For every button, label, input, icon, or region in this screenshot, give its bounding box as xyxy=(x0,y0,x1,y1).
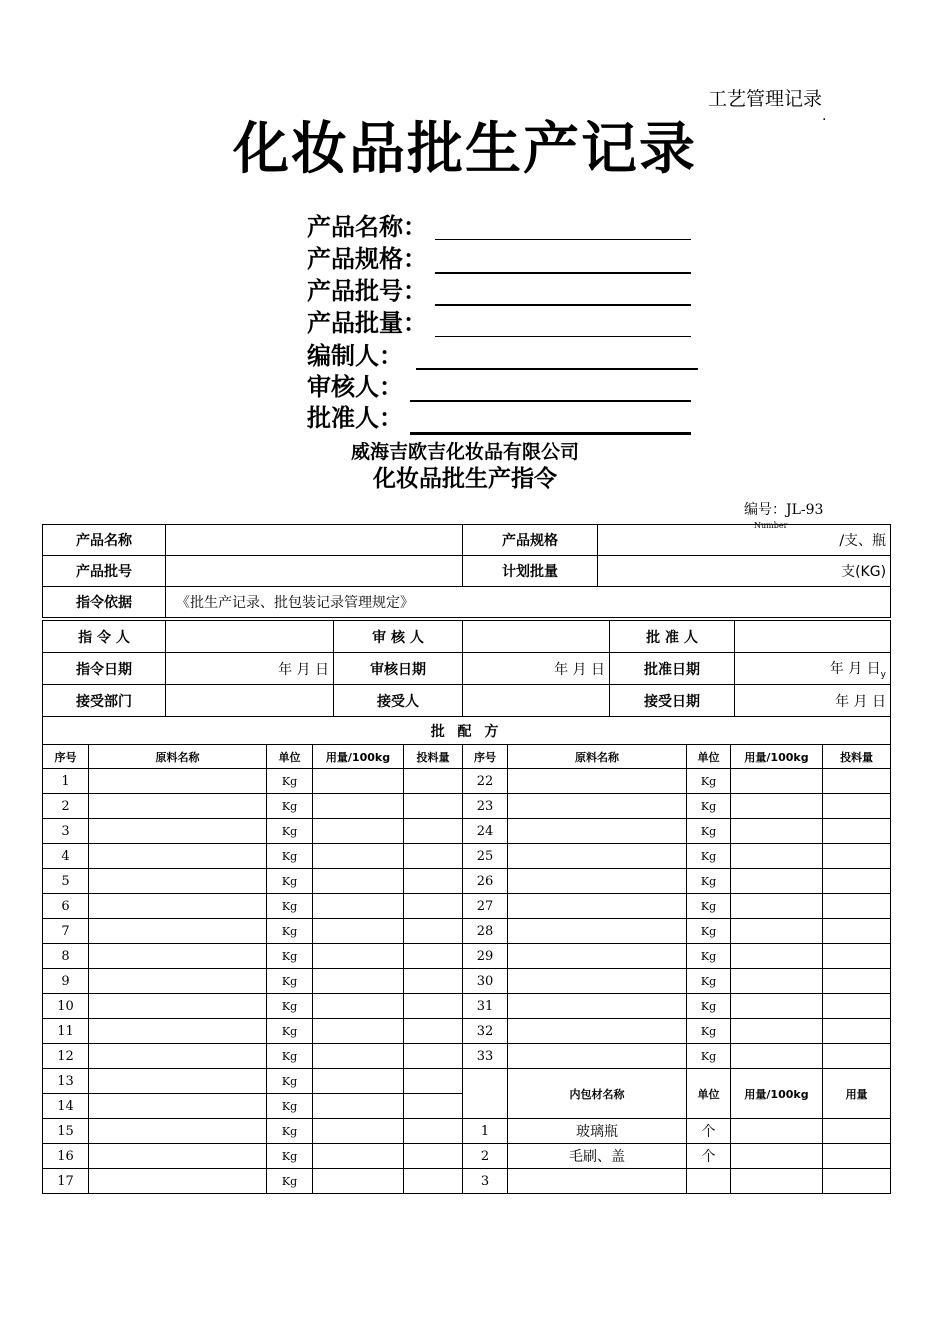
dose-cell[interactable] xyxy=(731,969,823,994)
material-name-cell[interactable] xyxy=(89,1019,267,1044)
basis-label: 指令依据 xyxy=(43,587,166,618)
feed-qty-cell[interactable] xyxy=(404,969,463,994)
table-row xyxy=(43,969,891,994)
product-name-cell[interactable] xyxy=(166,525,463,556)
row-no-right: 30 xyxy=(463,969,508,994)
review-date-label: 审核日期 xyxy=(334,653,463,685)
pack-col-dose: 用量/100kg xyxy=(731,1069,823,1119)
material-name-cell[interactable] xyxy=(508,969,687,994)
cover-product-spec-line[interactable] xyxy=(435,272,691,274)
dose-cell[interactable] xyxy=(313,1019,404,1044)
unit-cell: Kg xyxy=(267,1169,313,1194)
unit-cell: Kg xyxy=(267,844,313,869)
row-no-right: 27 xyxy=(463,894,508,919)
doc-type-label: 工艺管理记录 xyxy=(708,88,823,110)
row-no-right: 31 xyxy=(463,994,508,1019)
feed-qty-cell[interactable] xyxy=(404,994,463,1019)
material-name-cell[interactable] xyxy=(89,1094,267,1119)
table-row xyxy=(43,1144,891,1169)
material-name-cell[interactable] xyxy=(89,919,267,944)
row-no-right: 22 xyxy=(463,769,508,794)
unit-cell: Kg xyxy=(687,994,731,1019)
formula-table xyxy=(42,716,891,1194)
table-row xyxy=(43,769,891,794)
pack-name[interactable]: 玻璃瓶 xyxy=(508,1119,687,1144)
unit-cell: Kg xyxy=(687,1019,731,1044)
material-name-cell[interactable] xyxy=(89,844,267,869)
row-no-left: 5 xyxy=(43,869,89,894)
material-name-cell[interactable] xyxy=(508,869,687,894)
unit-cell: Kg xyxy=(267,769,313,794)
unit-cell: Kg xyxy=(687,919,731,944)
unit-cell: Kg xyxy=(687,769,731,794)
table-row xyxy=(43,794,891,819)
batch-no-cell[interactable] xyxy=(166,556,463,587)
recv-date-label: 接受日期 xyxy=(610,685,735,717)
table-row xyxy=(43,869,891,894)
pack-unit xyxy=(687,1169,731,1194)
table-row xyxy=(43,1044,891,1069)
table-row xyxy=(43,1019,891,1044)
unit-cell: Kg xyxy=(267,869,313,894)
dose-cell[interactable] xyxy=(313,969,404,994)
feed-qty-cell[interactable] xyxy=(823,969,891,994)
row-no-left: 13 xyxy=(43,1069,89,1094)
pack-dose-cell[interactable] xyxy=(731,1144,823,1169)
cover-batch-no-line[interactable] xyxy=(435,304,691,306)
feed-qty-cell[interactable] xyxy=(823,894,891,919)
dose-cell[interactable] xyxy=(313,919,404,944)
col-no-right: 序号 xyxy=(463,745,508,769)
col-unit-right: 单位 xyxy=(687,745,731,769)
dose-cell[interactable] xyxy=(731,894,823,919)
pack-dose-cell[interactable] xyxy=(731,1119,823,1144)
table-row xyxy=(43,1119,891,1144)
feed-qty-cell[interactable] xyxy=(404,869,463,894)
cover-batch-no-label: 产品批号： xyxy=(307,277,427,305)
dose-cell[interactable] xyxy=(731,1044,823,1069)
feed-qty-cell[interactable] xyxy=(404,1069,463,1094)
row-no-left: 7 xyxy=(43,919,89,944)
table-row xyxy=(43,819,891,844)
material-name-cell[interactable] xyxy=(508,844,687,869)
pack-unit: 个 xyxy=(687,1119,731,1144)
unit-cell: Kg xyxy=(267,1119,313,1144)
feed-qty-cell[interactable] xyxy=(823,1044,891,1069)
approver-label: 批 准 人 xyxy=(610,621,735,653)
feed-qty-cell[interactable] xyxy=(404,944,463,969)
dose-cell[interactable] xyxy=(731,994,823,1019)
issuer-label: 指 令 人 xyxy=(43,621,166,653)
material-name-cell[interactable] xyxy=(89,944,267,969)
pack-col-unit: 单位 xyxy=(687,1069,731,1119)
pack-no: 1 xyxy=(463,1119,508,1144)
row-no-right: 28 xyxy=(463,919,508,944)
reviewer-label: 审 核 人 xyxy=(334,621,463,653)
material-name-cell[interactable] xyxy=(89,869,267,894)
pack-dose-cell[interactable] xyxy=(731,1169,823,1194)
row-no-left: 12 xyxy=(43,1044,89,1069)
feed-qty-cell[interactable] xyxy=(404,819,463,844)
material-name-cell[interactable] xyxy=(89,794,267,819)
pack-no: 2 xyxy=(463,1144,508,1169)
dose-cell[interactable] xyxy=(313,894,404,919)
recv-dept-cell[interactable] xyxy=(166,685,334,717)
cover-approver-label: 批准人： xyxy=(307,404,403,432)
reviewer-cell[interactable] xyxy=(463,621,610,653)
feed-qty-cell[interactable] xyxy=(404,769,463,794)
pack-unit: 个 xyxy=(687,1144,731,1169)
issue-date-cell[interactable]: 年 月 日 xyxy=(166,653,334,685)
feed-qty-cell[interactable] xyxy=(404,919,463,944)
unit-cell: Kg xyxy=(267,819,313,844)
feed-qty-cell[interactable] xyxy=(823,794,891,819)
unit-cell: Kg xyxy=(687,844,731,869)
table-row xyxy=(43,919,891,944)
cover-author-label: 编制人： xyxy=(307,342,403,370)
unit-cell: Kg xyxy=(267,1019,313,1044)
row-no-right: 32 xyxy=(463,1019,508,1044)
material-name-cell[interactable] xyxy=(508,794,687,819)
product-spec-cell[interactable]: /支、瓶 xyxy=(598,525,891,556)
material-name-cell[interactable] xyxy=(508,919,687,944)
row-no-left: 1 xyxy=(43,769,89,794)
dose-cell[interactable] xyxy=(313,1169,404,1194)
material-name-cell[interactable] xyxy=(508,944,687,969)
material-name-cell[interactable] xyxy=(89,894,267,919)
feed-qty-cell[interactable] xyxy=(404,1119,463,1144)
product-spec-label: 产品规格 xyxy=(463,525,598,556)
material-name-cell[interactable] xyxy=(89,1069,267,1094)
pack-qty-cell[interactable] xyxy=(823,1119,891,1144)
unit-cell: Kg xyxy=(267,794,313,819)
cover-reviewer-line[interactable] xyxy=(410,400,691,402)
dose-cell[interactable] xyxy=(731,819,823,844)
dose-cell[interactable] xyxy=(313,994,404,1019)
unit-cell: Kg xyxy=(267,1044,313,1069)
row-no-left: 16 xyxy=(43,1144,89,1169)
row-no-left: 14 xyxy=(43,1094,89,1119)
pack-name[interactable] xyxy=(508,1169,687,1194)
recv-date-cell[interactable]: 年 月 日 xyxy=(735,685,891,717)
pack-qty-cell[interactable] xyxy=(823,1144,891,1169)
basis-value: 《批生产记录、批包装记录管理规定》 xyxy=(166,587,891,618)
col-feed-right: 投料量 xyxy=(823,745,891,769)
dose-cell[interactable] xyxy=(731,944,823,969)
row-no-left: 11 xyxy=(43,1019,89,1044)
company-name: 威海吉欧吉化妆品有限公司 xyxy=(350,441,579,463)
cover-product-spec-label: 产品规格： xyxy=(307,245,427,273)
col-dose-left: 用量/100kg xyxy=(313,745,404,769)
row-no-left: 17 xyxy=(43,1169,89,1194)
feed-qty-cell[interactable] xyxy=(404,844,463,869)
feed-qty-cell[interactable] xyxy=(823,844,891,869)
dose-cell[interactable] xyxy=(731,1019,823,1044)
feed-qty-cell[interactable] xyxy=(823,769,891,794)
dose-cell[interactable] xyxy=(313,944,404,969)
plan-qty-label: 计划批量 xyxy=(463,556,598,587)
table-row xyxy=(43,944,891,969)
issue-date-label: 指令日期 xyxy=(43,653,166,685)
dose-cell[interactable] xyxy=(313,1119,404,1144)
table-row xyxy=(43,1169,891,1194)
feed-qty-cell[interactable] xyxy=(404,1044,463,1069)
receiver-cell[interactable] xyxy=(463,685,610,717)
col-material-right: 原料名称 xyxy=(508,745,687,769)
feed-qty-cell[interactable] xyxy=(823,944,891,969)
material-name-cell[interactable] xyxy=(89,969,267,994)
page-title: 化妆品批生产记录 xyxy=(233,117,697,182)
cover-batch-qty-line[interactable] xyxy=(435,336,691,337)
dose-cell[interactable] xyxy=(731,794,823,819)
order-title: 化妆品批生产指令 xyxy=(373,466,557,492)
col-no-left: 序号 xyxy=(43,745,89,769)
approve-date-text: 年 月 日 xyxy=(829,660,881,677)
approve-date-cell[interactable] xyxy=(735,653,891,685)
row-no-left: 8 xyxy=(43,944,89,969)
unit-cell: Kg xyxy=(267,919,313,944)
col-material-left: 原料名称 xyxy=(89,745,267,769)
dose-cell[interactable] xyxy=(313,1094,404,1119)
cover-approver-line[interactable] xyxy=(410,432,691,435)
table-row xyxy=(43,1069,891,1094)
row-no-right: 23 xyxy=(463,794,508,819)
feed-qty-cell[interactable] xyxy=(404,1144,463,1169)
feed-qty-cell[interactable] xyxy=(823,919,891,944)
pack-col-qty: 用量 xyxy=(823,1069,891,1119)
material-name-cell[interactable] xyxy=(508,994,687,1019)
batch-no-label: 产品批号 xyxy=(43,556,166,587)
feed-qty-cell[interactable] xyxy=(404,794,463,819)
row-no-left: 9 xyxy=(43,969,89,994)
material-name-cell[interactable] xyxy=(508,1019,687,1044)
unit-cell: Kg xyxy=(267,944,313,969)
cover-batch-qty-label: 产品批量： xyxy=(307,309,427,337)
unit-cell: Kg xyxy=(687,819,731,844)
approve-date-label: 批准日期 xyxy=(610,653,735,685)
col-unit-left: 单位 xyxy=(267,745,313,769)
unit-cell: Kg xyxy=(267,969,313,994)
cover-product-name-line[interactable] xyxy=(435,239,691,240)
dose-cell[interactable] xyxy=(313,1144,404,1169)
unit-cell: Kg xyxy=(687,944,731,969)
pack-col-name: 内包材名称 xyxy=(508,1069,687,1119)
material-name-cell[interactable] xyxy=(89,994,267,1019)
feed-qty-cell[interactable] xyxy=(823,1019,891,1044)
pack-blank-cell xyxy=(463,1069,508,1119)
material-name-cell[interactable] xyxy=(89,1169,267,1194)
row-no-right: 25 xyxy=(463,844,508,869)
feed-qty-cell[interactable] xyxy=(404,1094,463,1119)
order-info-table xyxy=(42,524,891,618)
dose-cell[interactable] xyxy=(731,919,823,944)
table-row xyxy=(43,894,891,919)
dose-cell[interactable] xyxy=(313,869,404,894)
product-name-label: 产品名称 xyxy=(43,525,166,556)
col-feed-left: 投料量 xyxy=(404,745,463,769)
feed-qty-cell[interactable] xyxy=(823,819,891,844)
material-name-cell[interactable] xyxy=(89,1044,267,1069)
feed-qty-cell[interactable] xyxy=(823,994,891,1019)
cover-reviewer-label: 审核人： xyxy=(307,373,403,401)
feed-qty-cell[interactable] xyxy=(823,869,891,894)
y-mark: y xyxy=(880,669,886,680)
unit-cell: Kg xyxy=(687,794,731,819)
material-name-cell[interactable] xyxy=(508,1044,687,1069)
row-no-left: 6 xyxy=(43,894,89,919)
dose-cell[interactable] xyxy=(313,819,404,844)
unit-cell: Kg xyxy=(267,1144,313,1169)
unit-cell: Kg xyxy=(267,894,313,919)
unit-cell: Kg xyxy=(687,1044,731,1069)
row-no-left: 10 xyxy=(43,994,89,1019)
unit-cell: Kg xyxy=(267,1069,313,1094)
table-row xyxy=(43,994,891,1019)
row-no-left: 3 xyxy=(43,819,89,844)
document-code: 编号：JL-93 xyxy=(744,502,824,518)
row-no-right: 26 xyxy=(463,869,508,894)
pack-qty-cell[interactable] xyxy=(823,1169,891,1194)
material-name-cell[interactable] xyxy=(89,769,267,794)
material-name-cell[interactable] xyxy=(89,1144,267,1169)
unit-cell: Kg xyxy=(687,894,731,919)
row-no-left: 2 xyxy=(43,794,89,819)
pack-name[interactable]: 毛刷、盖 xyxy=(508,1144,687,1169)
feed-qty-cell[interactable] xyxy=(404,894,463,919)
receiver-label: 接受人 xyxy=(334,685,463,717)
cover-author-line[interactable] xyxy=(416,368,698,370)
cover-product-name-label: 产品名称： xyxy=(307,213,427,241)
feed-qty-cell[interactable] xyxy=(404,1169,463,1194)
row-no-right: 29 xyxy=(463,944,508,969)
row-no-left: 4 xyxy=(43,844,89,869)
row-no-right: 24 xyxy=(463,819,508,844)
material-name-cell[interactable] xyxy=(508,769,687,794)
material-name-cell[interactable] xyxy=(508,819,687,844)
dose-cell[interactable] xyxy=(313,1069,404,1094)
dose-cell[interactable] xyxy=(731,869,823,894)
issuer-cell[interactable] xyxy=(166,621,334,653)
material-name-cell[interactable] xyxy=(508,894,687,919)
pack-no: 3 xyxy=(463,1169,508,1194)
dose-cell[interactable] xyxy=(313,1044,404,1069)
recv-dept-label: 接受部门 xyxy=(43,685,166,717)
unit-cell: Kg xyxy=(267,994,313,1019)
unit-cell: Kg xyxy=(687,869,731,894)
dot-mark: · xyxy=(822,112,827,128)
material-name-cell[interactable] xyxy=(89,1119,267,1144)
col-dose-right: 用量/100kg xyxy=(731,745,823,769)
dose-cell[interactable] xyxy=(313,794,404,819)
dose-cell[interactable] xyxy=(313,844,404,869)
dose-cell[interactable] xyxy=(731,844,823,869)
signature-table xyxy=(42,620,891,717)
plan-qty-cell[interactable]: 支(KG) xyxy=(598,556,891,587)
unit-cell: Kg xyxy=(267,1094,313,1119)
number-label: Number xyxy=(754,521,788,530)
unit-cell: Kg xyxy=(687,969,731,994)
material-name-cell[interactable] xyxy=(89,819,267,844)
table-row xyxy=(43,844,891,869)
dose-cell[interactable] xyxy=(731,769,823,794)
dose-cell[interactable] xyxy=(313,769,404,794)
row-no-left: 15 xyxy=(43,1119,89,1144)
formula-title: 批 配 方 xyxy=(43,717,891,745)
review-date-cell[interactable]: 年 月 日 xyxy=(463,653,610,685)
row-no-right: 33 xyxy=(463,1044,508,1069)
approver-cell[interactable] xyxy=(735,621,891,653)
feed-qty-cell[interactable] xyxy=(404,1019,463,1044)
